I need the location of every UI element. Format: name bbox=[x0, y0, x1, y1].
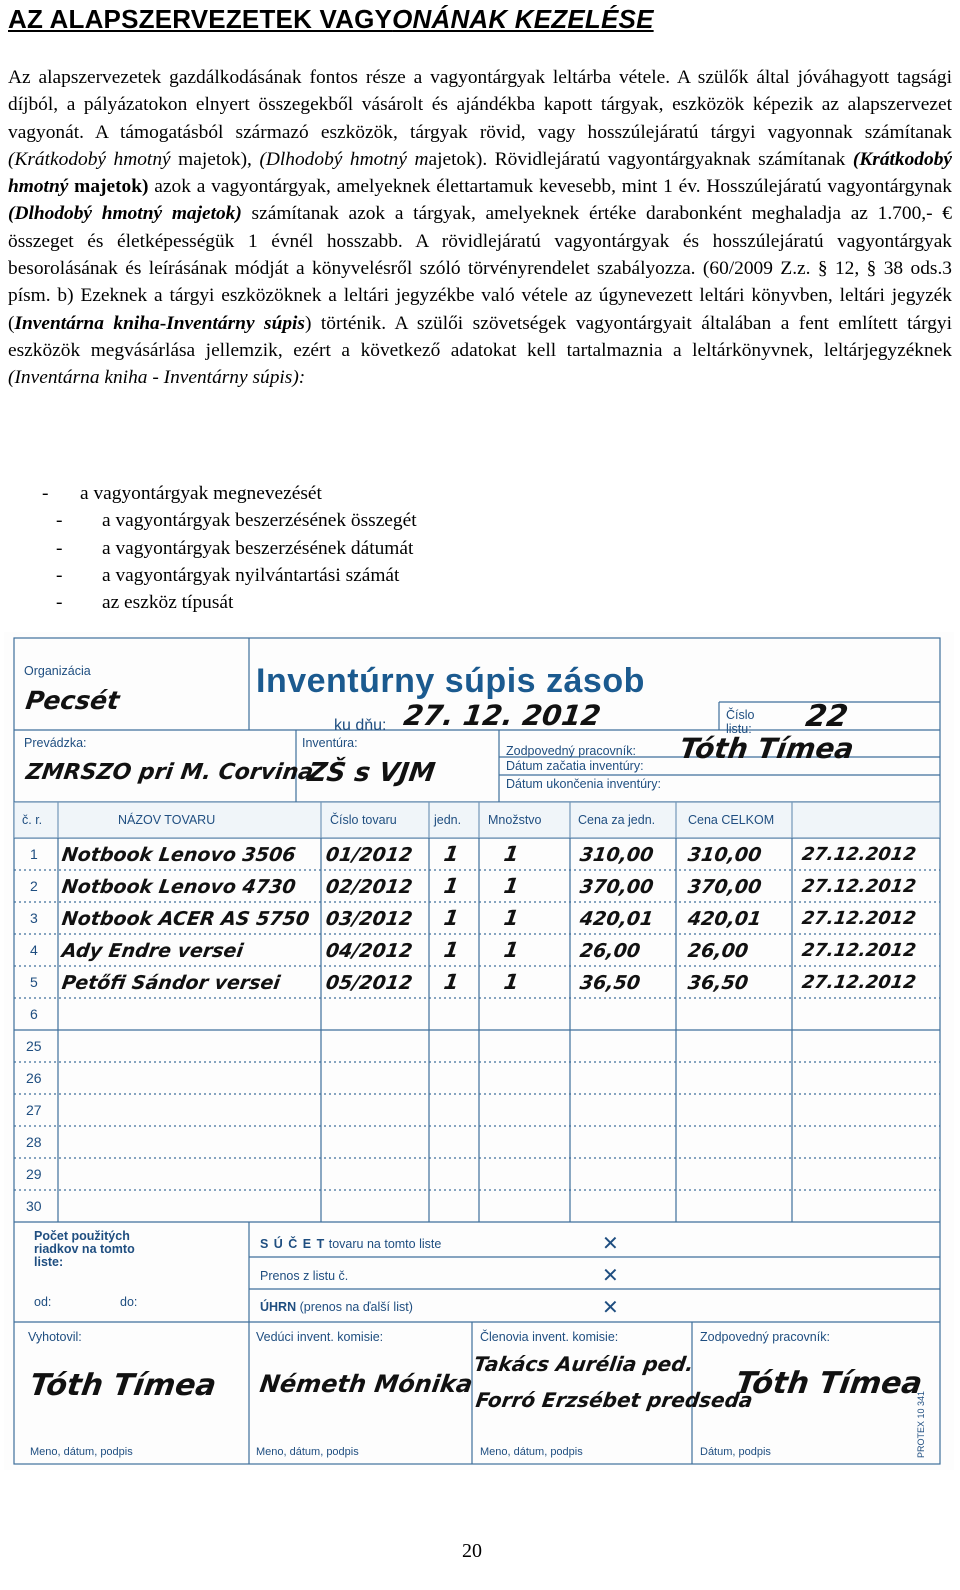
row-mnozstvo: 1 bbox=[502, 842, 521, 866]
body-s1: Az alapszervezetek gazdálkodásának fontos része a vagyontárgyak leltárba vétele. A szülők által jóváhagyott tagsági díjból, a pályázatokon elnyert összegekből vásárolt és ajándékba kapott tárgyak, eszközök képezik az alapszervezet vagyonát. A támogatásból származó eszközök, tárgyak rövid, vagy hosszúlejáratú tárgyi vagyonnak számítanak bbox=[8, 67, 952, 143]
body-b2: - bbox=[159, 312, 167, 334]
row-cislo: 01/2012 bbox=[324, 844, 414, 866]
list-item: - a vagyontárgyak megnevezését bbox=[42, 483, 322, 504]
col-celkom: Cena CELKOM bbox=[688, 813, 775, 827]
datum-ukoncenia-label: Dátum ukončenia inventúry: bbox=[506, 777, 661, 791]
protex-code: PROTEX 10 341 bbox=[916, 1390, 926, 1458]
row-no: 25 bbox=[26, 1038, 42, 1054]
row-cena: 26,00 bbox=[578, 940, 642, 962]
row-cislo: 05/2012 bbox=[324, 972, 414, 994]
od-label: od: bbox=[34, 1295, 52, 1309]
body-i1: (Krátkodobý hmotný bbox=[8, 148, 171, 170]
col-nazov: NÁZOV TOVARU bbox=[118, 813, 216, 827]
page-heading bbox=[8, 4, 654, 35]
body-s5: számítanak azok a tárgyak, amelyeknek értéke darabonként meghaladja az 1.700,- € összeget és életképességük 1 évnél hosszabb. A rövidlejáratú vagyontárgyak és hosszúlejáratú vagyontárgyak besorolásának és leírásának módját a könyvelésről szóló törvényrendelet szabályozza. (60/2009 Z.z. § 12, § 38 ods.3 písm. b) Ezeknek a tárgyi eszközöknek a leltári jegyzékbe való vétele az úgynevezett leltári könyvben, leltári jegyzék ( bbox=[8, 203, 952, 334]
page-number: 20 bbox=[462, 1540, 482, 1562]
vyhotovil-label: Vyhotovil: bbox=[28, 1330, 82, 1344]
prenos-label: Prenos z listu č. bbox=[260, 1269, 349, 1283]
row-date: 27.12.2012 bbox=[800, 844, 918, 865]
do-label: do: bbox=[120, 1295, 138, 1309]
row-date: 27.12.2012 bbox=[800, 972, 918, 993]
row-no: 30 bbox=[26, 1198, 42, 1214]
row-no: 4 bbox=[30, 942, 38, 958]
body-i3: (Inventárna kniha - Inventárny súpis): bbox=[8, 367, 306, 389]
row-name: Ady Endre versei bbox=[60, 940, 245, 962]
row-celkom: 370,00 bbox=[686, 876, 763, 898]
requirements-list bbox=[8, 480, 417, 616]
prevadzka-value: ZMRSZO pri M. Corvina bbox=[24, 760, 315, 785]
row-date: 27.12.2012 bbox=[800, 876, 918, 897]
inventory-form-scan bbox=[4, 632, 954, 1470]
datum-zacatia-label: Dátum začatia inventúry: bbox=[506, 759, 644, 773]
list-item: - a vagyontárgyak beszerzésének dátumát bbox=[56, 537, 414, 559]
row-no: 27 bbox=[26, 1102, 42, 1118]
body-s3: ajetok). Rövidlejáratú vagyontárgyaknak számítanak bbox=[428, 148, 853, 170]
row-cena: 420,01 bbox=[578, 908, 655, 930]
row-mnozstvo: 1 bbox=[502, 938, 521, 962]
body-bi2: (Dlhodobý hmotný majetok) bbox=[8, 203, 242, 225]
body-bi3: Inventárna kniha bbox=[14, 312, 160, 334]
row-name: Notbook Lenovo 4730 bbox=[60, 876, 298, 898]
x-mark: ✕ bbox=[602, 1233, 619, 1255]
row-celkom: 26,00 bbox=[686, 940, 750, 962]
footer-datum: Dátum, podpis bbox=[700, 1446, 771, 1458]
row-no: 3 bbox=[30, 910, 38, 926]
body-s2: majetok), bbox=[170, 148, 260, 170]
col-cislo: Číslo tovaru bbox=[330, 813, 397, 827]
organizacia-value: Pecsét bbox=[23, 686, 122, 715]
row-mnozstvo: 1 bbox=[502, 906, 521, 930]
row-jedn: 1 bbox=[442, 906, 461, 930]
footer-meno: Meno, dátum, podpis bbox=[480, 1446, 583, 1458]
clenovia-signature-1: Takács Aurélia ped. bbox=[472, 1352, 696, 1376]
col-jedn: jedn. bbox=[434, 813, 462, 827]
form-title: Inventúrny súpis zásob bbox=[256, 662, 645, 700]
row-jedn: 1 bbox=[442, 938, 461, 962]
row-date: 27.12.2012 bbox=[800, 908, 918, 929]
row-cena: 36,50 bbox=[578, 972, 642, 994]
uhrn-label: ÚHRN (prenos na ďalší list) bbox=[260, 1300, 413, 1314]
zodp-label: Zodpovedný pracovník: bbox=[700, 1330, 830, 1344]
row-no: 5 bbox=[30, 974, 38, 990]
row-jedn: 1 bbox=[442, 970, 461, 994]
row-celkom: 420,01 bbox=[686, 908, 763, 930]
col-cr: č. r. bbox=[22, 813, 43, 827]
col-mnozstvo: Množstvo bbox=[488, 813, 542, 827]
organizacia-label: Organizácia bbox=[24, 664, 91, 678]
row-jedn: 1 bbox=[442, 842, 461, 866]
body-bi1: (Krátkodobý hmotný bbox=[8, 148, 952, 198]
col-cena: Cena za jedn. bbox=[578, 813, 656, 827]
row-celkom: 310,00 bbox=[686, 844, 763, 866]
row-name: Notbook Lenovo 3506 bbox=[60, 844, 298, 866]
inventura-label: Inventúra: bbox=[302, 736, 358, 750]
zodpovedny-value: Tóth Tímea bbox=[677, 732, 856, 765]
list-item: - a vagyontárgyak nyilvántartási számát bbox=[56, 564, 400, 586]
row-no: 28 bbox=[26, 1134, 42, 1150]
x-mark: ✕ bbox=[602, 1297, 619, 1319]
pocet-label: Počet použitých riadkov na tomto liste: bbox=[34, 1229, 135, 1269]
x-mark: ✕ bbox=[602, 1265, 619, 1287]
body-paragraph bbox=[8, 64, 952, 392]
row-cislo: 02/2012 bbox=[324, 876, 414, 898]
row-no: 26 bbox=[26, 1070, 42, 1086]
cislo-listu-value: 22 bbox=[803, 699, 851, 734]
row-date: 27.12.2012 bbox=[800, 940, 918, 961]
ku-dnu-label: ku dňu: bbox=[334, 717, 387, 734]
row-mnozstvo: 1 bbox=[502, 874, 521, 898]
footer-meno: Meno, dátum, podpis bbox=[256, 1446, 359, 1458]
row-no: 2 bbox=[30, 878, 38, 894]
heading-normal: AZ ALAPSZERVEZETEK VAGY bbox=[8, 4, 393, 34]
zodpovedny-label: Zodpovedný pracovník: bbox=[506, 744, 636, 758]
row-no: 1 bbox=[30, 846, 38, 862]
body-i2: (Dlhodobý hmotný m bbox=[259, 148, 429, 170]
row-name: Petőfi Sándor versei bbox=[60, 972, 282, 994]
inventura-value: ZŠ s VJM bbox=[305, 758, 437, 788]
row-cena: 310,00 bbox=[578, 844, 655, 866]
body-s4: azok a vagyontárgyak, amelyeknek élettartamuk kevesebb, mint 1 év. Hosszúlejáratú vagyontárgynak bbox=[148, 176, 952, 198]
row-name: Notbook ACER AS 5750 bbox=[60, 908, 311, 930]
row-cislo: 03/2012 bbox=[324, 908, 414, 930]
row-mnozstvo: 1 bbox=[502, 970, 521, 994]
body-bi4: Inventárny súpis bbox=[166, 312, 305, 334]
sucet-label: S Ú Č E T tovaru na tomto liste bbox=[260, 1237, 442, 1251]
heading-italic: ONÁNAK KEZELÉSE bbox=[392, 4, 654, 34]
list-item: - a vagyontárgyak beszerzésének összegét bbox=[56, 510, 417, 532]
row-celkom: 36,50 bbox=[686, 972, 750, 994]
vyhotovil-signature: Tóth Tímea bbox=[27, 1368, 219, 1403]
row-cislo: 04/2012 bbox=[324, 940, 414, 962]
cislo-listu-label: Číslo listu: bbox=[726, 708, 755, 736]
prevadzka-label: Prevádzka: bbox=[24, 736, 87, 750]
body-b1: majetok) bbox=[74, 176, 149, 198]
clenovia-label: Členovia invent. komisie: bbox=[480, 1330, 619, 1344]
row-cena: 370,00 bbox=[578, 876, 655, 898]
zodp-signature: Tóth Tímea bbox=[733, 1366, 925, 1401]
ku-dnu-value: 27. 12. 2012 bbox=[401, 699, 603, 732]
veduci-signature: Németh Mónika bbox=[258, 1370, 475, 1398]
body-s6: ) történik. A szülői szövetségek vagyontárgyait általában a fent említett tárgyi eszközök megvásárlása jellemzik, ezért a következő adatokat kell tartalmaznia a leltárkönyvnek, leltárjegyzéknek bbox=[8, 312, 952, 361]
row-no: 29 bbox=[26, 1166, 42, 1182]
clenovia-signature-2: Forró Erzsébet predseda bbox=[474, 1388, 755, 1412]
list-item: - az eszköz típusát bbox=[56, 592, 234, 614]
footer-meno: Meno, dátum, podpis bbox=[30, 1446, 133, 1458]
veduci-label: Vedúci invent. komisie: bbox=[256, 1330, 384, 1344]
row-no: 6 bbox=[30, 1006, 38, 1022]
row-jedn: 1 bbox=[442, 874, 461, 898]
